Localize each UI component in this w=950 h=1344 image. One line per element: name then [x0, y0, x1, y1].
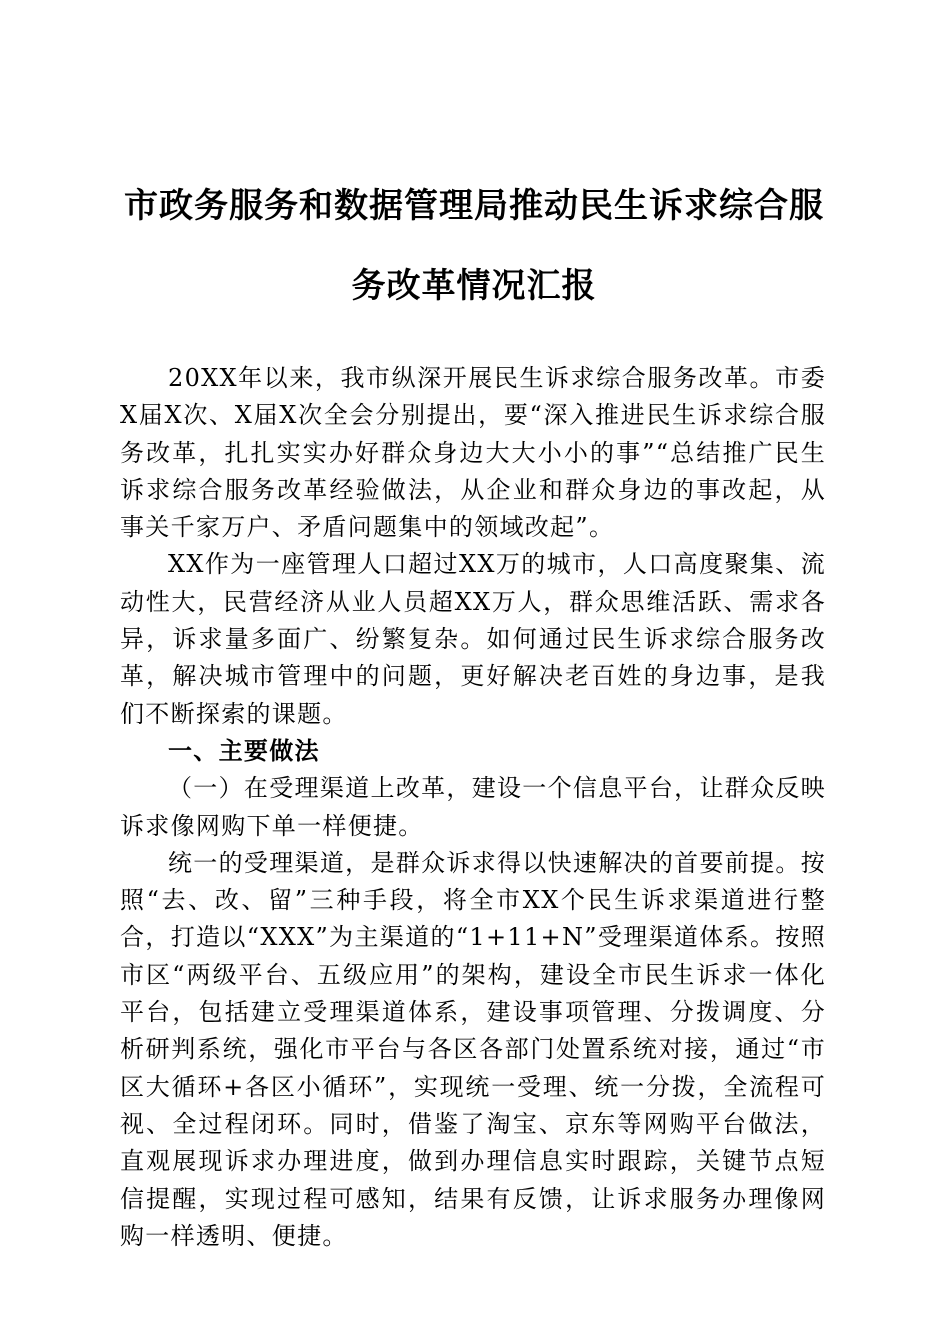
intro-paragraph: 20XX年以来，我市纵深开展民生诉求综合服务改革。市委X届X次、X届X次全会分别提出，要“深入推进民生诉求综合服务改革，扎扎实实办好群众身边大大小小的事”“总结推广民生诉求综合服务改革经验做法，从企业和群众身边的事改起，从事关千家万户、矛盾问题集中的领域改起”。 [120, 364, 826, 542]
document-body [120, 360, 826, 1255]
document-title: 市政务服务和数据管理局推动民生诉求综合服务改革情况汇报 [124, 186, 824, 306]
background-paragraph: XX作为一座管理人口超过XX万的城市，人口高度聚集、流动性大，民营经济从业人员超XX万人，群众思维活跃、需求各异，诉求量多面广、纷繁复杂。如何通过民生诉求综合服务改革，解决城市管理中的问题，更好解决老百姓的身边事，是我们不断探索的课题。 [120, 550, 826, 728]
section-heading-main-practices: 一、主要做法 [168, 736, 320, 765]
channel-reform-paragraph: 统一的受理渠道，是群众诉求得以快速解决的首要前提。按照“去、改、留”三种手段，将全市XX个民生诉求渠道进行整合，打造以“XXX”为主渠道的“1+11+N”受理渠道体系。按照市区“两级平台、五级应用”的架构，建设全市民生诉求一体化平台，包括建立受理渠道体系，建设事项管理、分拨调度、分析研判系统，强化市平台与各区各部门处置系统对接，通过“市区大循环+各区小循环”，实现统一受理、统一分拨，全流程可视、全过程闭环。同时，借鉴了淘宝、京东等网购平台做法，直观展现诉求办理进度，做到办理信息实时跟踪，关键节点短信提醒，实现过程可感知，结果有反馈，让诉求服务办理像网购一样透明、便捷。 [120, 848, 826, 1250]
subsection-heading-channel-reform: （一）在受理渠道上改革，建设一个信息平台，让群众反映诉求像网购下单一样便捷。 [120, 774, 826, 840]
